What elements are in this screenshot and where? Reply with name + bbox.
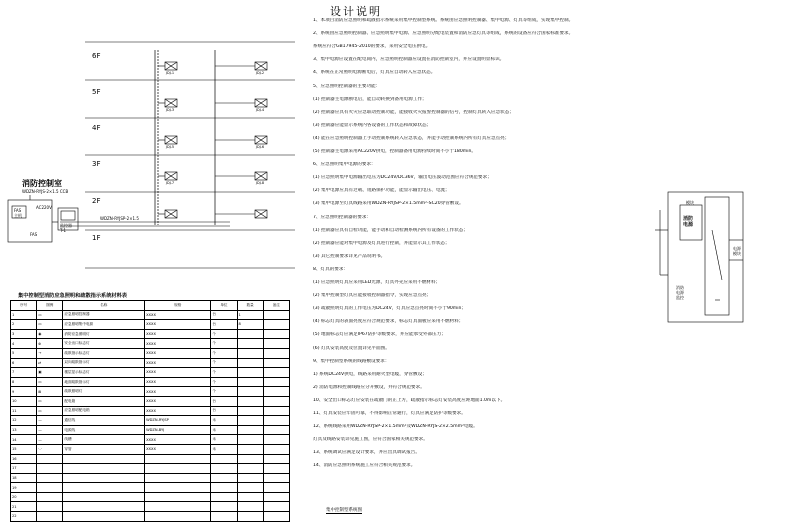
legend-cell [263,368,289,378]
legend-cell: 个 [211,339,237,349]
legend-cell [211,512,237,522]
note-line: 12、系统线路采用WDZN-RYJSP-2×1.5mm²及WDZN-RYJS-2×2.5mm²电缆。 [313,424,478,430]
legend-cell: XXXX [145,348,211,358]
note-line: (1) 应急照明集中电源输出电压为DC24V/DC36V，输出电压波动范围应符合规范要求； [313,175,492,181]
legend-header-cell: 名称 [63,301,145,311]
legend-cell: 8 [11,377,37,387]
legend-cell: ⊠ [37,387,63,397]
note-line: (2) 控制器应能对集中电源及灯具进行控制，并能显示其工作状态； [313,240,450,246]
legend-cell: 20 [11,492,37,502]
legend-cell: XXXX [145,406,211,416]
legend-cell [211,502,237,512]
note-line: (3) 集中电源至灯具线路采用WDZN-RYJSP-2×1.5mm²-SC20穿管敷设。 [313,201,464,207]
fas-box-sub: 主机 [14,213,22,218]
legend-cell: 地面疏散指示灯 [63,377,145,387]
legend-cell [263,387,289,397]
legend-cell [63,492,145,502]
legend-cell: ·-· [37,444,63,454]
table-row [11,320,290,330]
legend-cell: 通信线 [63,416,145,426]
legend-cell [237,368,263,378]
side-panel-drawing [655,192,743,322]
legend-cell: → [37,348,63,358]
legend-header-row [11,301,290,311]
note-line: (3) 疏散照明灯具的工作电压为DC24V，灯具应急点亮时间不小于90min； [313,306,467,312]
legend-header-cell: 数量 [237,301,263,311]
legend-cell: 18 [11,473,37,483]
legend-header-cell: 图例 [37,301,63,311]
legend-cell: 10 [11,396,37,406]
floor-label: 6F [92,52,101,60]
legend-cell [211,464,237,474]
legend-cell: ▭ [37,320,63,330]
legend-cell [237,512,263,522]
legend-cell: 台 [211,320,237,330]
screen-sub-label: T-1 [60,228,67,233]
legend-cell [37,502,63,512]
legend-cell [237,473,263,483]
table-row [11,425,290,435]
device-label: JDJ-1 [166,71,175,75]
legend-cell: ▣ [37,368,63,378]
legend-cell: 应急照明集中电源 [63,320,145,330]
legend-cell [145,512,211,522]
legend-cell [237,502,263,512]
note-line: (2) 集中控制型灯具应能接收控制器指令，实现应急点亮； [313,293,432,299]
floor-label: 2F [92,197,101,205]
table-row [11,368,290,378]
legend-cell: 16 [11,454,37,464]
legend-cell: 消防应急照明灯 [63,329,145,339]
legend-cell: ◉ [37,329,63,339]
legend-cell [237,377,263,387]
legend-cell: 双向疏散指示灯 [63,358,145,368]
legend-cell [63,464,145,474]
note-line: (3) 其它控制要求详见产品说明书。 [313,253,386,259]
legend-cell: 6 [11,358,37,368]
legend-cell [263,492,289,502]
table-row [11,377,290,387]
legend-cell [37,464,63,474]
legend-cell [63,502,145,512]
legend-cell [237,387,263,397]
legend-cell: 台 [211,406,237,416]
legend-cell: 1 [237,310,263,320]
legend-cell: 台 [211,396,237,406]
table-row [11,406,290,416]
note-line: 1) 系统DC24V供电，线路采用耐火型电缆，穿管敷设； [313,371,427,377]
legend-cell [263,464,289,474]
legend-cell: 17 [11,464,37,474]
note-line: 5、应急照明控制器的主要功能： [313,83,381,89]
floor-label: 4F [92,124,101,132]
control-room-subtitle: WDZN-RYJS-2×1.5 CCB [22,189,69,194]
legend-cell: 9 [11,387,37,397]
legend-cell [237,444,263,454]
legend-cell: 安全出口标志灯 [63,339,145,349]
device-label: JDJ-4 [256,108,265,112]
legend-cell [263,425,289,435]
legend-cell: 楼层显示标志灯 [63,368,145,378]
legend-cell: 19 [11,483,37,493]
note-line: 9、集中控制型系统的线路敷设要求： [313,358,390,364]
legend-cell [263,320,289,330]
legend-body [11,310,290,521]
note-line: (2) 控制器应具有火灾应急联动控制功能，能接收火灾报警控制器的信号，控制灯具转入应急状态； [313,109,514,115]
legend-cell: 个 [211,329,237,339]
legend-cell: ▭ [37,310,63,320]
legend-cell: 7 [11,368,37,378]
legend-cell: 米 [211,444,237,454]
table-row [11,358,290,368]
legend-cell: 米 [211,435,237,445]
note-line: 14、消防应急照明系统施工应符合相关规范要求。 [313,463,416,469]
control-room-title: 消防控制室 [22,179,62,188]
risers [155,50,215,225]
legend-cell [263,483,289,493]
legend-cell: 12 [11,416,37,426]
legend-cell [63,512,145,522]
power-label: AC220V [36,205,52,210]
legend-cell [237,339,263,349]
legend-cell: 14 [11,435,37,445]
legend-header-cell: 备注 [263,301,289,311]
note-line: 8、灯具的要求： [313,266,349,272]
legend-cell [237,483,263,493]
legend-cell [63,473,145,483]
legend-cell: ⇄ [37,358,63,368]
legend-cell: 11 [11,406,37,416]
table-row [11,387,290,397]
table-row [11,454,290,464]
legend-cell: 22 [11,512,37,522]
legend-cell: 15 [11,444,37,454]
fas-box-label: FAS [14,208,22,213]
legend-cell: — [37,435,63,445]
legend-cell: 8 [237,320,263,330]
legend-cell [145,473,211,483]
table-row [11,444,290,454]
legend-cell [263,416,289,426]
note-line: 2) 消防电源和控制线路应分开敷设，并符合规范要求。 [313,384,425,390]
note-line: (5) 地面标志灯应满足IP67防护等级要求，并应能承受外部压力； [313,332,446,338]
fas-caption: FAS [30,232,38,237]
note-line: (1) 应急照明灯具应采用LED光源，灯具外壳应采用不燃材料； [313,280,441,285]
legend-cell [237,425,263,435]
device-label: JDJ-6 [256,145,265,149]
legend-cell [263,339,289,349]
legend-cell [145,464,211,474]
note-line: 灯具及线路安装详见施工图，应符合国家相关规范要求。 [313,437,428,443]
legend-cell: 个 [211,358,237,368]
screen-label: 监控器 [60,223,72,228]
legend-cell [211,483,237,493]
table-row [11,435,290,445]
note-line: 系统应符合GB17945-2010的要求，采用安全电压供电。 [313,44,431,50]
legend-cell: 3 [11,329,37,339]
note-line: (1) 控制器应具有自检功能，能手动和自动检测系统内所有设备的工作状态； [313,227,468,233]
table-row [11,473,290,483]
legend-cell: XXXX [145,320,211,330]
legend-cell: 5 [11,348,37,358]
floor-label: 3F [92,160,101,168]
legend-cell [237,396,263,406]
legend-cell [63,454,145,464]
note-line: (1) 控制器主电源断电后，能自动转换到备用电源工作； [313,96,427,102]
legend-cell [263,512,289,522]
legend-cell [237,464,263,474]
legend-cell [237,492,263,502]
legend-title: 集中控制型消防应急照明和疏散指示系统材料表 [18,293,127,299]
legend-header-cell: 单位 [211,301,237,311]
device-label: JDJ-5 [166,145,175,149]
side-panel-title: 消防电源 [683,216,694,228]
note-line: 1、本项目消防应急照明和疏散指示系统采用集中控制型系统。系统由应急照明控制器、集中电源、灯具等组成，实现集中控制。 [313,18,574,23]
device-label: JDJ-8 [256,181,265,185]
floor-lines [85,42,295,268]
table-row [11,329,290,339]
legend-cell [263,473,289,483]
note-line: (3) 控制器应能显示系统内各设备的工作状态和故障状态； [313,122,432,128]
table-row [11,348,290,358]
note-line: 13、系统调试应满足设计要求，并应出具调试报告。 [313,450,420,456]
legend-cell: 电源线 [63,425,145,435]
legend-cell [37,492,63,502]
note-line: (5) 控制器主电源采用AC220V供电，控制器备用电源持续时间不小于180min。 [313,149,477,154]
legend-cell: 穿管 [63,444,145,454]
legend-cell: XXXX [145,368,211,378]
device-label: JDJ-3 [166,108,175,112]
table-row [11,396,290,406]
side-panel-label3: 消防电源监控 [676,285,684,300]
note-line: 10、安全出口标志灯应安装在疏散门的正上方，疏散指示标志灯安装高度应距地面1.0m以下。 [313,397,506,403]
legend-cell [237,454,263,464]
legend-header-cell: 序号 [11,301,37,311]
table-row [11,512,290,522]
legend-cell [211,454,237,464]
legend-cell [263,406,289,416]
legend-cell [263,454,289,464]
legend-cell [263,435,289,445]
legend-cell [37,512,63,522]
notes-title: 设计说明 [330,5,382,18]
legend-cell [263,377,289,387]
device-label: JDJ-7 [166,181,175,185]
side-panel-label1: 模块 [686,200,694,205]
legend-cell [63,483,145,493]
legend-cell: 线槽 [63,435,145,445]
note-line: (4) 能在应急照明控制器上手动控制系统转入应急状态，并能手动控制系统内所有灯具应急点亮； [313,135,510,141]
footer-caption: 集中控制型系统图 [326,508,362,513]
note-line: 7、应急照明控制器的要求： [313,214,372,220]
legend-cell: XXXX [145,310,211,320]
legend-cell: XXXX [145,358,211,368]
legend-cell: 1 [11,310,37,320]
legend-cell: 米 [211,416,237,426]
table-row [11,502,290,512]
side-panel-label2: 电源模块 [733,246,741,256]
legend-cell [237,406,263,416]
legend-cell: 个 [211,368,237,378]
legend-cell: 疏散指示标志灯 [63,348,145,358]
legend-cell [37,483,63,493]
floor-label: 1F [92,234,101,242]
legend-cell [263,329,289,339]
legend-cell [145,502,211,512]
note-line: (6) 灯具安装高度及位置详见平面图。 [313,345,390,351]
note-line: 2、系统由应急照明控制器、应急照明集中电源、应急照明分配电装置和消防应急灯具等组成，系统的设备应符合国家标准要求。 [313,31,574,37]
legend-cell: XXXX [145,387,211,397]
table-row [11,483,290,493]
table-row [11,416,290,426]
legend-table [10,300,290,522]
note-line: 4、系统在正常照明电源断电后，灯具应自动转入应急状态。 [313,70,436,76]
table-row [11,339,290,349]
legend-cell [37,473,63,483]
legend-cell: ⊗ [37,339,63,349]
legend-cell [237,416,263,426]
device-label: JDJ-2 [256,71,265,75]
note-line: 11、灯具安装应牢固可靠，不得影响正常通行，灯具应满足防护等级要求。 [313,411,466,416]
legend-header-cell: 规格 [145,301,211,311]
bus-lines [60,222,230,226]
legend-cell [263,444,289,454]
note-line: (2) 集中电源应具有过载、短路保护功能，能显示输出电压、电流； [313,188,450,194]
legend-cell: XXXX [145,396,211,406]
legend-cell: 4 [11,339,37,349]
legend-cell: 疏散照明灯 [63,387,145,397]
legend-cell: 米 [211,425,237,435]
legend-cell [237,329,263,339]
legend-cell: XXXX [145,444,211,454]
floor-label: 5F [92,88,101,96]
legend-cell [237,358,263,368]
legend-cell [211,473,237,483]
legend-cell [263,310,289,320]
bus-label: WDZN-RYJSP-2×1.5 [100,216,139,221]
table-row [11,464,290,474]
legend-cell: XXXX [145,339,211,349]
legend-cell: WDZN-RYJSP [145,416,211,426]
legend-cell: 个 [211,387,237,397]
legend-cell [237,435,263,445]
legend-cell [263,348,289,358]
legend-cell: ▭ [37,396,63,406]
legend-cell [263,396,289,406]
legend-cell: — [37,425,63,435]
legend-cell [211,492,237,502]
legend-cell [37,454,63,464]
legend-cell: 个 [211,377,237,387]
note-line: 3、集中电源应设置在配电间内，应急照明控制器应设置在消防控制室内，并应设置明显标识。 [313,57,505,63]
legend-cell [145,483,211,493]
note-line: 6、应急照明集中电源的要求： [313,162,376,168]
legend-cell: ▭ [37,377,63,387]
legend-cell: 台 [211,310,237,320]
legend-cell: 13 [11,425,37,435]
legend-cell: XXXX [145,377,211,387]
legend-cell: 应急照明配电箱 [63,406,145,416]
legend-cell: WDZN-BYJ [145,425,211,435]
table-row [11,310,290,320]
note-line: (4) 标志灯具的表面亮度应符合规范要求，标志灯具面板应采用不燃材料； [313,319,464,325]
legend-cell: ▭ [37,406,63,416]
legend-cell [263,358,289,368]
legend-cell [145,492,211,502]
legend-cell: XXXX [145,329,211,339]
legend-cell: 配电箱 [63,396,145,406]
legend-cell: 应急照明控制器 [63,310,145,320]
legend-cell [145,454,211,464]
table-row [11,492,290,502]
floor-devices [158,62,267,218]
legend-cell: — [37,416,63,426]
legend-cell: 21 [11,502,37,512]
legend-cell: XXXX [145,435,211,445]
legend-cell [237,348,263,358]
legend-cell [263,502,289,512]
legend-cell: 2 [11,320,37,330]
legend-cell: 个 [211,348,237,358]
